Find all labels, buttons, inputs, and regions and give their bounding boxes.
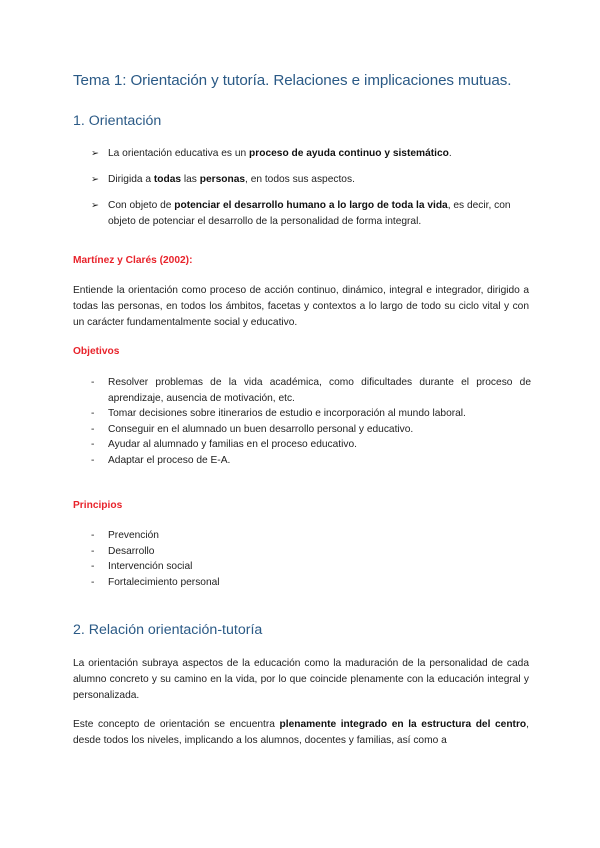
list-item: ➢ Dirigida a todas las personas, en todos sus aspectos. [91,172,531,188]
arrow-bullet-icon: ➢ [91,148,99,159]
list-item: - Intervención social [91,561,193,572]
relation-paragraph-2: Este concepto de orientación se encuentra plenamente integrado en la estructura del centro, desde todos los niveles, implicando a los alumnos, docentes y familias, así como a [73,719,529,746]
list-item: - Prevención [91,530,159,541]
list-item: - Ayudar al alumnado y familias en el proceso educativo. [91,439,357,450]
arrow-bullet-icon: ➢ [91,200,99,211]
section-heading-relacion: 2. Relación orientación-tutoría [73,622,263,638]
list-item: - Desarrollo [91,545,155,557]
objectives-list [91,375,531,468]
list-item: ➢ La orientación educativa es un proceso de ayuda continuo y sistemático. [91,146,531,162]
principles-subheading: Principios [73,500,123,511]
relation-paragraph-1: La orientación subraya aspectos de la educación como la maduración de la personalidad de cada alumno concreto y su camino en la vida, por lo que coincide plenamente con la educación integral y personalizada. [73,658,529,701]
principles-list [91,528,531,590]
list-item: - Resolver problemas de la vida académica, como dificultades durante el proceso de aprendizaje, ausencia de motivación, etc. [91,377,531,404]
arrow-bullet-icon: ➢ [91,174,99,185]
list-item: - Conseguir en el alumnado un buen desarrollo personal y educativo. [91,423,414,435]
author-definition-paragraph: Entiende la orientación como proceso de acción continuo, dinámico, integral e integrador, dirigido a todas las personas, en todos los ámbitos, facetas y contextos a lo largo de todo su ciclo vital y con un carácter fundamentalmente social y educativo. [73,285,529,328]
list-item: - Fortalecimiento personal [91,576,220,588]
author-subheading: Martínez y Clarés (2002): [73,255,193,266]
list-item: - Adaptar el proceso de E-A. [91,454,231,466]
section-heading-orientacion: 1. Orientación [73,113,162,129]
document-title: Tema 1: Orientación y tutoría. Relaciones e implicaciones mutuas. [73,72,512,89]
list-item: ➢ Con objeto de potenciar el desarrollo humano a lo largo de toda la vida, es decir, con objeto de potenciar el desarrollo de la personalidad de forma integral. [91,200,511,227]
list-item: - Tomar decisiones sobre itinerarios de estudio e incorporación al mundo laboral. [91,408,466,419]
objectives-subheading: Objetivos [73,346,120,357]
